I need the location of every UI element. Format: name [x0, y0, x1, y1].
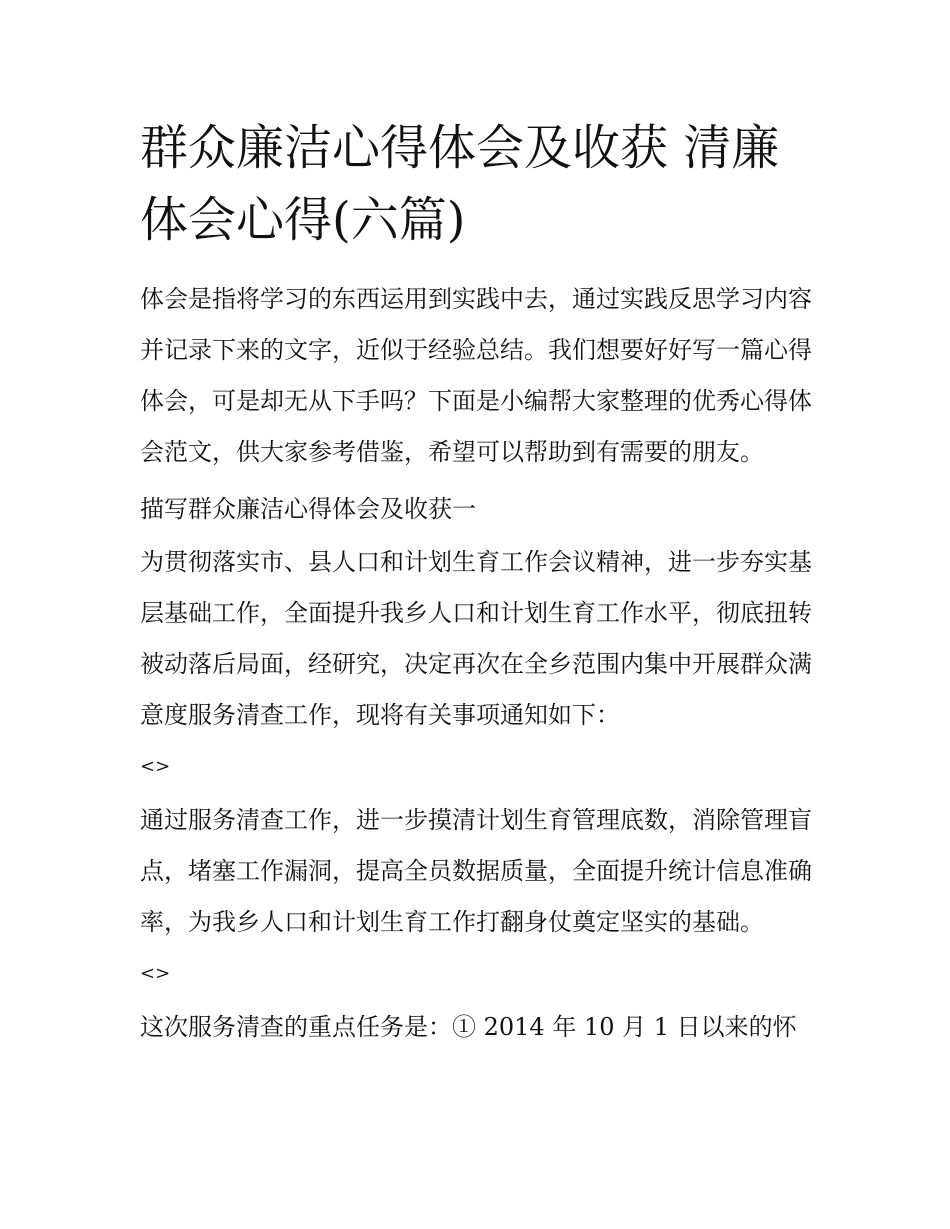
document-body	[140, 274, 815, 1053]
intro-paragraph: 体会是指将学习的东西运用到实践中去，通过实践反思学习内容并记录下来的文字，近似于经验总结。我们想要好好写一篇心得体会，可是却无从下手吗？下面是小编帮大家整理的优秀心得体会范文，供大家参考借鉴，希望可以帮助到有需要的朋友。	[140, 285, 812, 466]
body-paragraph: 通过服务清查工作，进一步摸清计划生育管理底数，消除管理盲点，堵塞工作漏洞，提高全员数据质量，全面提升统计信息准确率，为我乡人口和计划生育工作打翻身仗奠定坚实的基础。	[140, 806, 812, 936]
document-content	[140, 112, 815, 1059]
section-marker: <>	[140, 963, 171, 984]
section-heading: 描写群众廉洁心得体会及收获一	[140, 495, 476, 523]
body-paragraph: 这次服务清查的重点任务是：① 2014 年 10 月 1 日以来的怀	[140, 1013, 797, 1041]
body-paragraph: 为贯彻落实市、县人口和计划生育工作会议精神，进一步夯实基层基础工作，全面提升我乡人口和计划生育工作水平，彻底扭转被动落后局面，经研究，决定再次在全乡范围内集中开展群众满意度服务清查工作，现将有关事项通知如下：	[140, 548, 812, 729]
section-marker: <>	[140, 756, 171, 777]
document-title: 群众廉洁心得体会及收获 清廉体会心得(六篇)	[140, 120, 780, 248]
